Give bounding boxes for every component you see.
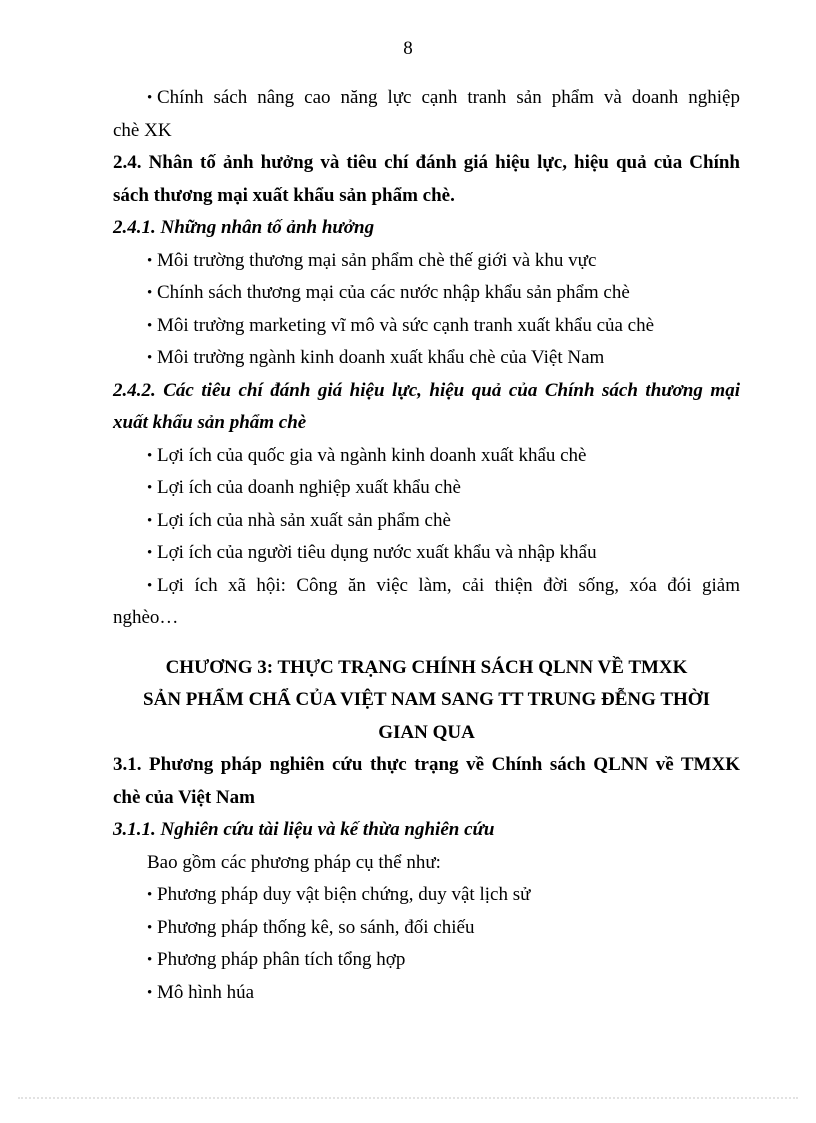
bullet-item [113, 570, 740, 603]
bullet-text: Mô hình húa [157, 981, 255, 1003]
bullet-item [113, 472, 740, 505]
bullet-text: Phương pháp duy vật biện chứng, duy vật lịch sử [157, 884, 531, 905]
bullet-text: Lợi ích xã hội: Công ăn việc làm, cải thiện đời sống, xóa đói giảm [157, 574, 740, 596]
bullet-continuation: chè XK [113, 119, 172, 141]
bullet-icon: • [147, 919, 153, 936]
bullet-icon: • [147, 480, 153, 496]
chapter-title-cont: SẢN PHẨM CHẨ CỦA VIỆT NAM SANG TT TRUNG ĐỄNG THỜI [143, 689, 710, 710]
spacer [113, 635, 740, 652]
subsection-heading-2-4-2: 2.4.2. Các tiêu chí đánh giá hiệu lực, hiệu quả của Chính sách thương mại [113, 379, 740, 401]
bullet-item [113, 505, 740, 538]
bullet-item [113, 944, 740, 977]
bullet-text: Chính sách nâng cao năng lực cạnh tranh sản phẩm và doanh nghiệp [157, 87, 740, 108]
bullet-text: Lợi ích của doanh nghiệp xuất khẩu chè [157, 477, 461, 498]
bullet-icon: • [147, 952, 153, 968]
section-heading-2-4: 2.4. Nhân tố ảnh hưởng và tiêu chí đánh giá hiệu lực, hiệu quả của Chính [113, 152, 740, 173]
chapter-title-cont: GIAN QUA [378, 721, 475, 743]
bullet-item [113, 977, 740, 1010]
page-content [113, 82, 740, 1009]
bullet-icon: • [147, 447, 153, 464]
bullet-item [113, 440, 740, 473]
bullet-icon: • [147, 984, 153, 1001]
bullet-text: Phương pháp phân tích tổng hợp [157, 949, 406, 970]
bullet-icon: • [147, 317, 153, 334]
bullet-item [113, 342, 740, 375]
bullet-text: Lợi ích của quốc gia và ngành kinh doanh xuất khẩu chè [157, 444, 587, 466]
section-heading-2-4-cont: sách thương mại xuất khẩu sản phẩm chè. [113, 184, 455, 206]
chapter-title: CHƯƠNG 3: THỰC TRẠNG CHÍNH SÁCH QLNN VỀ TMXK [165, 656, 688, 678]
bullet-icon: • [147, 350, 153, 366]
bullet-icon: • [147, 545, 153, 561]
bullet-icon: • [147, 577, 153, 594]
section-heading-3-1-cont: chè của Việt Nam [113, 786, 255, 808]
bullet-text: Lợi ích của người tiêu dụng nước xuất khẩu và nhập khẩu [157, 542, 597, 563]
subsection-heading-2-4-1: 2.4.1. Những nhân tố ảnh hưởng [113, 217, 375, 238]
bullet-item [113, 537, 740, 570]
bullet-icon: • [147, 90, 153, 106]
bullet-icon: • [147, 252, 153, 269]
bullet-continuation: nghèo… [113, 607, 179, 628]
bullet-icon: • [147, 512, 153, 529]
bullet-text: Phương pháp thống kê, so sánh, đối chiếu [157, 916, 475, 938]
bullet-text: Môi trường ngành kinh doanh xuất khẩu chè của Việt Nam [157, 347, 605, 368]
page-footer-divider [18, 1097, 798, 1099]
paragraph: Bao gồm các phương pháp cụ thể như: [147, 851, 441, 873]
bullet-item [113, 82, 740, 115]
subsection-heading-2-4-2-cont: xuất khẩu sản phẩm chè [113, 412, 307, 433]
section-heading-3-1: 3.1. Phương pháp nghiên cứu thực trạng về Chính sách QLNN về TMXK [113, 754, 740, 775]
bullet-item [113, 879, 740, 912]
bullet-text: Chính sách thương mại của các nước nhập khẩu sản phẩm chè [157, 282, 630, 303]
page-number: 8 [403, 38, 413, 59]
subsection-heading-3-1-1: 3.1.1. Nghiên cứu tài liệu và kế thừa nghiên cứu [113, 819, 495, 840]
bullet-item [113, 277, 740, 310]
bullet-item [113, 245, 740, 278]
bullet-text: Môi trường thương mại sản phẩm chè thế giới và khu vực [157, 249, 597, 271]
bullet-text: Lợi ích của nhà sản xuất sản phẩm chè [157, 509, 451, 531]
bullet-item [113, 912, 740, 945]
bullet-icon: • [147, 887, 153, 903]
bullet-text: Môi trường marketing vĩ mô và sức cạnh tranh xuất khẩu của chè [157, 314, 655, 336]
bullet-item [113, 310, 740, 343]
bullet-icon: • [147, 285, 153, 301]
